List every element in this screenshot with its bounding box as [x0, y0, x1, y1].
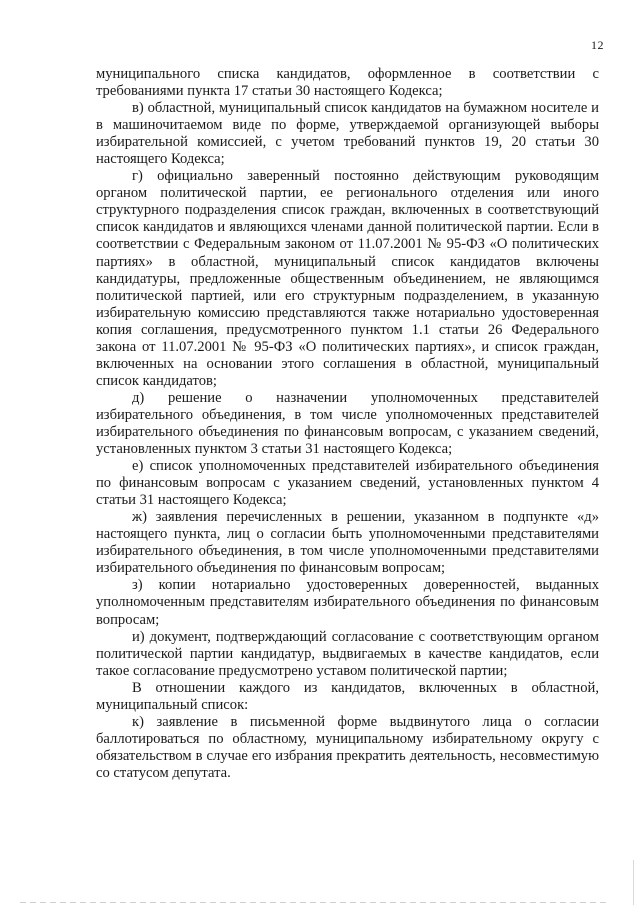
paragraph-item-i: и) документ, подтверждающий согласование с соответствующим органом политической партии кандидатур, выдвигаемых в качестве кандидатов, если такое согласование предусмотрено уставом политической партии;	[96, 628, 599, 679]
scan-bottom-edge	[20, 902, 610, 903]
page-number: 12	[591, 38, 604, 52]
paragraph-item-e: е) список уполномоченных представителей избирательного объединения по финансовым вопросам с указанием сведений, установленных пунктом 4 статьи 31 настоящего Кодекса;	[96, 458, 599, 509]
paragraph-item-g: г) официально заверенный постоянно действующим руководящим органом политической партии, ее регионального отделения или иного структурного подразделения список граждан, включенных в соответствующий список кандидатов и являющихся членами данной политической партии. Если в соответствии с Федеральным законом от 11.07.2001 № 95-ФЗ «О политических партиях» в областной, муниципальный список кандидатов включены кандидатуры, предложенные общественным объединением, не являющимся политической партией, или его структурным подразделением, в указанную избирательную комиссию представляются также нотариально удостоверенная копия соглашения, предусмотренного пунктом 1.1 статьи 26 Федерального закона от 11.07.2001 № 95-ФЗ «О политических партиях», и список граждан, включенных на основании этого соглашения в областной, муниципальный список кандидатов;	[96, 168, 599, 389]
paragraph-item-k: к) заявление в письменной форме выдвинутого лица о согласии баллотироваться по областному, муниципальному избирательному округу с обязательством в случае его избрания прекратить деятельность, несовместимую со статусом депутата.	[96, 713, 599, 781]
paragraph-item-v: в) областной, муниципальный список кандидатов на бумажном носителе и в машиночитаемом виде по форме, утверждаемой организующей выборы избирательной комиссией, с учетом требований пунктов 19, 20 статьи 30 настоящего Кодекса;	[96, 100, 599, 168]
scan-edge-mark	[633, 860, 640, 905]
paragraph-item-d: д) решение о назначении уполномоченных представителей избирательного объединения, в том числе уполномоченных представителей избирательного объединения по финансовым вопросам, с указанием сведений, установленных пунктом 3 статьи 31 настоящего Кодекса;	[96, 389, 599, 458]
paragraph-item-z: з) копии нотариально удостоверенных доверенностей, выданных уполномоченным представителям избирательного объединения по финансовым вопросам;	[96, 577, 599, 628]
document-body	[96, 66, 599, 782]
paragraph-candidates-intro: В отношении каждого из кандидатов, включенных в областной, муниципальный список:	[96, 679, 599, 713]
paragraph-item-zh: ж) заявления перечисленных в решении, указанном в подпункте «д» настоящего пункта, лиц о согласии быть уполномоченными представителями избирательного объединения, в том числе уполномоченными представителями избирательного объединения по финансовым вопросам;	[96, 509, 599, 577]
paragraph-continuation: муниципального списка кандидатов, оформленное в соответствии с требованиями пункта 17 статьи 30 настоящего Кодекса;	[96, 66, 599, 100]
